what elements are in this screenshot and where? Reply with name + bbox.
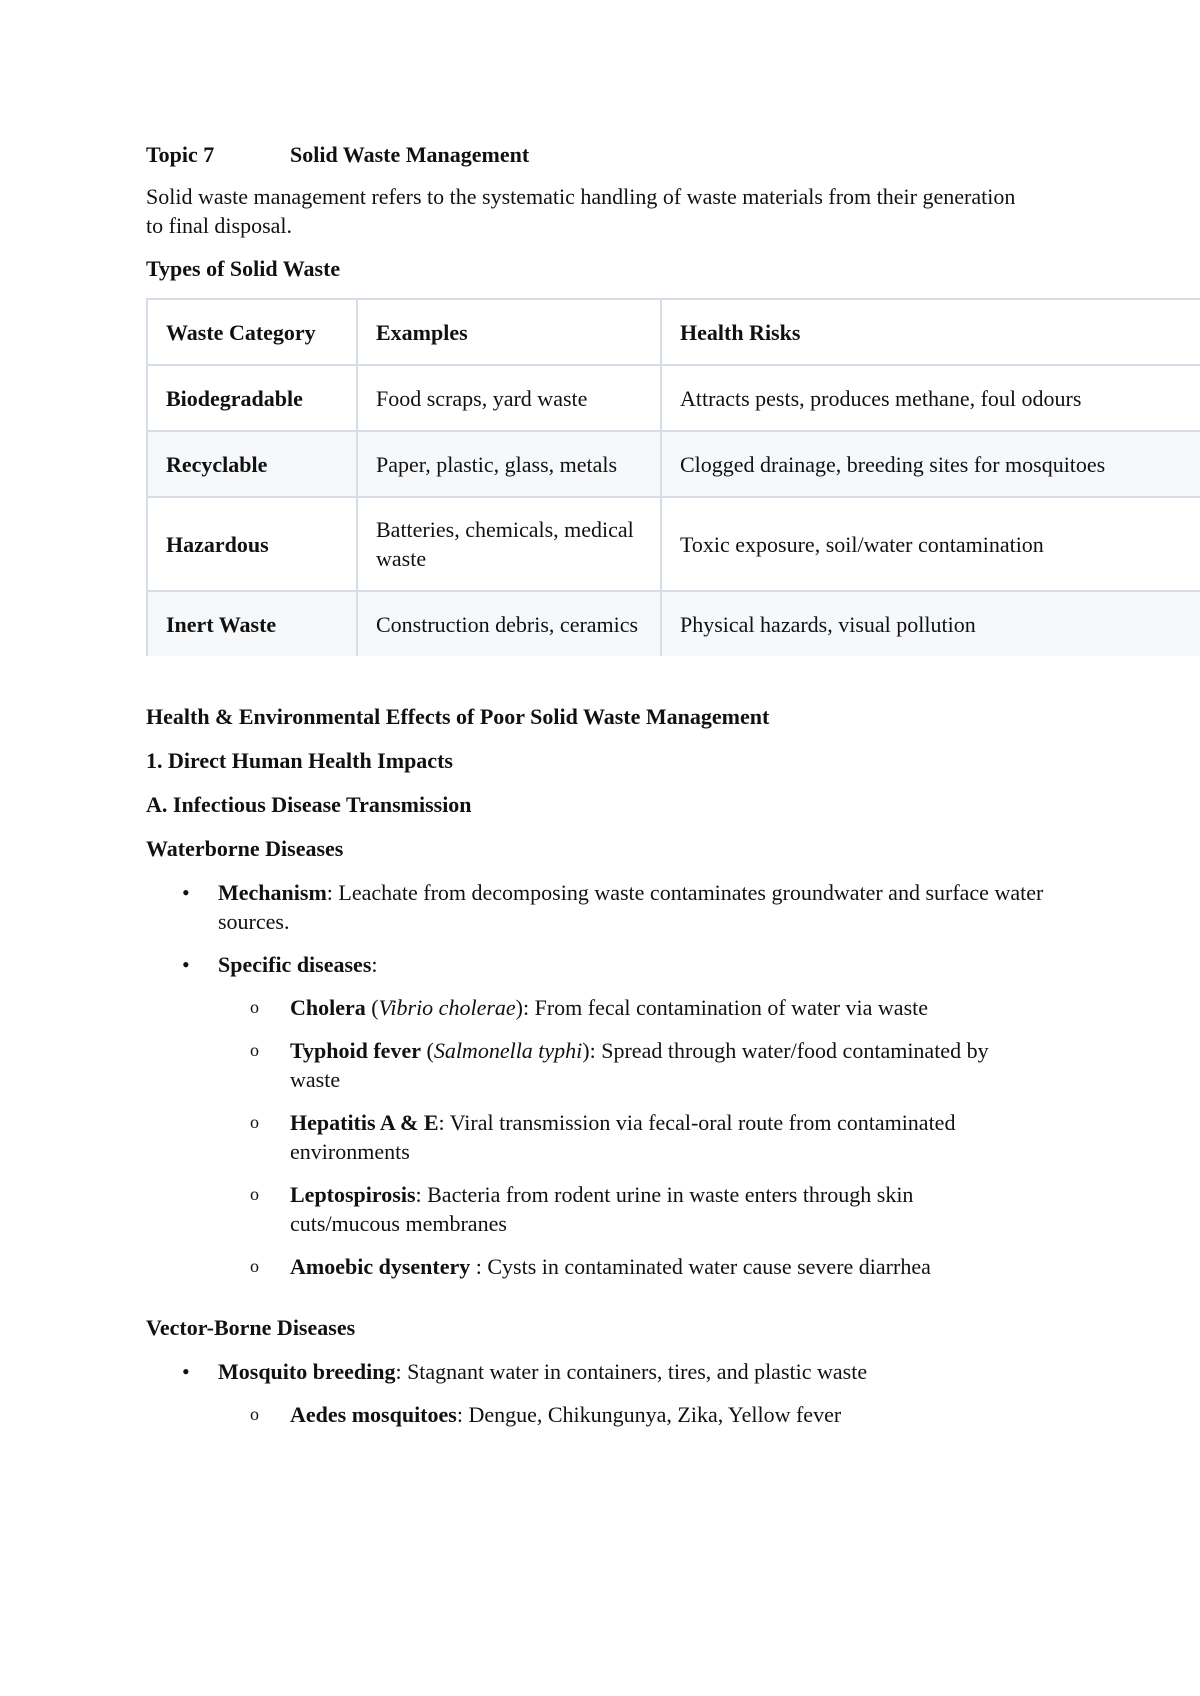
list-item-mosquito-breeding [146,1357,1058,1429]
specific-suffix: : [371,952,378,977]
disease-name: Cholera [290,995,366,1020]
cell-examples: Construction debris, ceramics [357,591,661,656]
direct-impacts-heading: 1. Direct Human Health Impacts [146,748,453,773]
disease-text: : Viral transmission via fecal-oral route from contaminated environments [290,1110,956,1164]
cell-category: Hazardous [147,497,357,591]
infectious-heading: A. Infectious Disease Transmission [146,792,472,817]
vector-borne-heading: Vector-Borne Diseases [146,1315,356,1340]
table-row [147,365,1200,431]
effects-heading: Health & Environmental Effects of Poor Solid Waste Management [146,704,770,729]
waterborne-heading: Waterborne Diseases [146,836,344,861]
types-heading: Types of Solid Waste [146,256,341,281]
sub-bullet-icon: o [250,1184,259,1204]
bullet-icon: • [182,880,190,905]
header-examples: Examples [357,299,661,365]
aedes-text: : Dengue, Chikungunya, Zika, Yellow fever [456,1402,842,1427]
cell-category: Biodegradable [147,365,357,431]
disease-text: : Spread through water/food contaminated by waste [290,1038,989,1092]
disease-item-amoebic-dysentery [218,1252,990,1281]
mosquito-label: Mosquito breeding [218,1359,396,1384]
document-page [146,140,1200,1443]
vector-list [146,1357,1200,1429]
aedes-label: Aedes mosquitoes [290,1402,457,1427]
list-item-mechanism [146,878,1058,936]
cell-examples: Batteries, chemicals, medical waste [357,497,661,591]
sub-bullet-icon: o [250,1256,259,1276]
list-item-aedes [218,1400,990,1429]
sub-bullet-icon: o [250,1112,259,1132]
disease-sublist [218,993,1058,1281]
mechanism-label: Mechanism [218,880,327,905]
table-row [147,591,1200,656]
sub-bullet-icon: o [250,1040,259,1060]
waterborne-list [146,878,1200,1281]
disease-item-leptospirosis [218,1180,990,1238]
paren-open: ( [365,995,379,1020]
paren-close: ) [515,995,523,1020]
bullet-icon: • [182,1359,190,1384]
disease-text: : From fecal contamination of water via waste [522,995,929,1020]
disease-item-typhoid [218,1036,990,1094]
disease-name: Amoebic dysentery [290,1254,471,1279]
cell-examples: Food scraps, yard waste [357,365,661,431]
disease-name: Hepatitis A & E [290,1110,439,1135]
list-item-specific-diseases [146,950,1058,1281]
disease-item-cholera [218,993,990,1022]
cell-risks: Physical hazards, visual pollution [661,591,1200,656]
mosquito-sublist [218,1400,1058,1429]
header-waste-category: Waste Category [147,299,357,365]
disease-name: Leptospirosis [290,1182,416,1207]
disease-text: : Bacteria from rodent urine in waste enters through skin cuts/mucous membranes [290,1182,914,1236]
mosquito-text: : Stagnant water in containers, tires, and plastic waste [395,1359,868,1384]
cell-category: Inert Waste [147,591,357,656]
paren-close: ) [582,1038,590,1063]
table-row [147,431,1200,497]
sub-bullet-icon: o [250,1404,259,1424]
sub-bullet-icon: o [250,997,259,1017]
disease-text: : Cysts in contaminated water cause severe diarrhea [470,1254,931,1279]
cell-examples: Paper, plastic, glass, metals [357,431,661,497]
header-health-risks: Health Risks [661,299,1200,365]
topic-title-line [146,140,1200,170]
pathogen-name: Salmonella typhi [433,1038,583,1063]
spacer [146,1295,1200,1313]
disease-name: Typhoid fever [290,1038,421,1063]
paren-open: ( [420,1038,434,1063]
bullet-icon: • [182,952,190,977]
cell-risks: Toxic exposure, soil/water contamination [661,497,1200,591]
topic-number: Topic 7 [146,142,215,167]
disease-item-hepatitis [218,1108,990,1166]
cell-category: Recyclable [147,431,357,497]
mechanism-text: : Leachate from decomposing waste contaminates groundwater and surface water sources. [218,880,1044,934]
topic-title: Solid Waste Management [290,142,530,167]
table-row [147,497,1200,591]
intro-paragraph: Solid waste management refers to the systematic handling of waste materials from their generation to final disposal. [146,184,1016,238]
cell-risks: Attracts pests, produces methane, foul odours [661,365,1200,431]
table-header-row [147,299,1200,365]
cell-risks: Clogged drainage, breeding sites for mosquitoes [661,431,1200,497]
specific-label: Specific diseases [218,952,372,977]
waste-types-table [146,298,1200,656]
pathogen-name: Vibrio cholerae [378,995,516,1020]
